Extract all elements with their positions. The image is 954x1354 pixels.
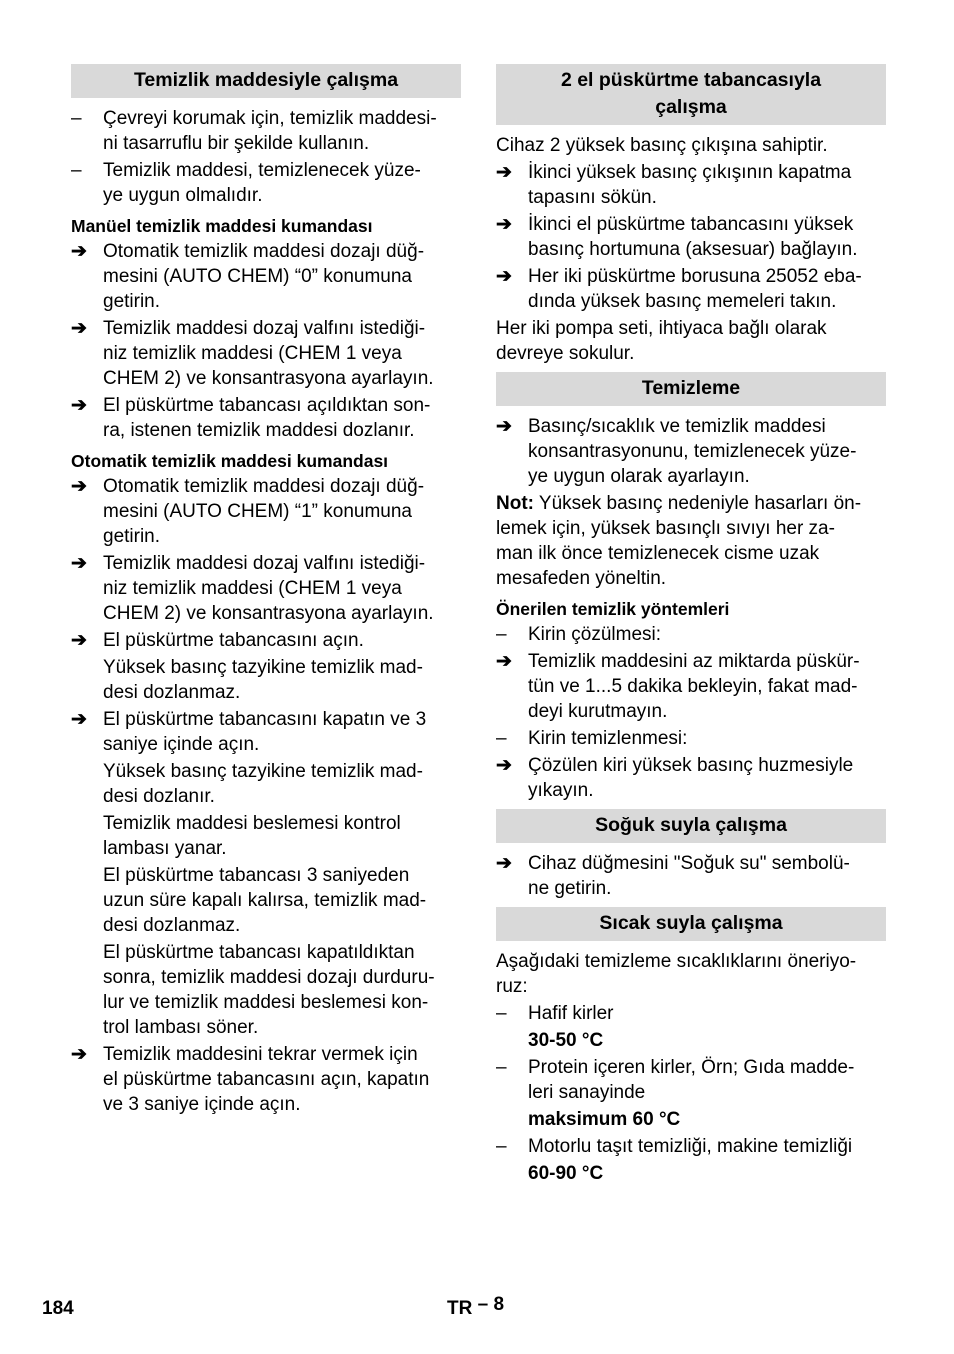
list-item-text: Temizlik maddesi, temizlenecek yüze- ye uygun olmalıdır. [103, 160, 421, 206]
list-item [496, 1001, 886, 1026]
note-paragraph [496, 491, 886, 591]
arrow-icon: ➔ [71, 241, 87, 262]
result-note: Yüksek basınç tazyikine temizlik mad- desi dozlanır. [103, 761, 423, 807]
list-item [496, 726, 886, 751]
list-item-text: Temizlik maddesi dozaj valfını istediği- niz temizlik maddesi (CHEM 1 veya CHEM 2) ve konsantrasyona ayarlayın. [103, 553, 434, 624]
result-note: El püskürtme tabancası 3 saniyeden uzun süre kapalı kalırsa, temizlik mad- desi dozlanmaz. [103, 865, 427, 936]
list-item [496, 414, 886, 489]
list-item [71, 551, 461, 626]
list-item-text: Çözülen kiri yüksek basınç huzmesiyle yıkayın. [528, 755, 854, 801]
list-item [496, 622, 886, 647]
page-number: 184 [42, 1298, 74, 1319]
list-item [496, 160, 886, 210]
list-item-text: İkinci yüksek basınç çıkışının kapatma tapasını sökün. [528, 162, 852, 208]
list-item [71, 628, 461, 653]
list-item-text: Temizlik maddesi dozaj valfını istediği- niz temizlik maddesi (CHEM 1 veya CHEM 2) ve konsantrasyona ayarlayın. [103, 318, 434, 389]
arrow-icon: ➔ [496, 416, 512, 437]
list-item-text: Kirin çözülmesi: [528, 624, 662, 645]
list-item-text: İkinci el püskürtme tabancasını yüksek basınç hortumuna (aksesuar) bağlayın. [528, 214, 858, 260]
result-note: Yüksek basınç tazyikine temizlik mad- desi dozlanmaz. [103, 657, 423, 703]
list-item [71, 393, 461, 443]
footer-separator: – [477, 1294, 489, 1315]
dash-marker: – [496, 728, 507, 749]
list-item [71, 158, 461, 208]
list-item [71, 239, 461, 314]
list-item [71, 316, 461, 391]
result-note: Temizlik maddesi beslemesi kontrol lambası yanar. [103, 813, 401, 859]
list-item-text: Cihaz düğmesini "Soğuk su" sembolü- ne getirin. [528, 853, 850, 899]
list-item-text: El püskürtme tabancası açıldıktan son- ra, istenen temizlik maddesi dozlanır. [103, 395, 431, 441]
list-item [496, 753, 886, 803]
section-heading-cold-water: Soğuk suyla çalışma [496, 809, 886, 843]
list-item-text: El püskürtme tabancasını açın. [103, 630, 364, 651]
dash-marker: – [71, 108, 82, 129]
list-item [496, 649, 886, 724]
arrow-icon: ➔ [71, 630, 87, 651]
section-heading-cleaning-agent: Temizlik maddesiyle çalışma [71, 64, 461, 98]
list-item-text: El püskürtme tabancasını kapatın ve 3 saniye içinde açın. [103, 709, 427, 755]
list-item [71, 106, 461, 156]
arrow-icon: ➔ [496, 755, 512, 776]
paragraph: Aşağıdaki temizleme sıcaklıklarını öneriyo- ruz: [496, 951, 857, 997]
arrow-icon: ➔ [71, 476, 87, 497]
arrow-icon: ➔ [496, 162, 512, 183]
dash-marker: – [71, 160, 82, 181]
subheading-automatic-control: Otomatik temizlik maddesi kumandası [71, 451, 389, 471]
result-note: El püskürtme tabancası kapatıldıktan sonra, temizlik maddesi dozajı durduru- lur ve temizlik maddesi beslemesi kon- trol lambası söner. [103, 942, 435, 1038]
arrow-icon: ➔ [71, 553, 87, 574]
arrow-icon: ➔ [71, 1044, 87, 1065]
section-heading-cleaning: Temizleme [496, 372, 886, 406]
arrow-icon: ➔ [496, 214, 512, 235]
footer-language-page [447, 1296, 504, 1322]
dash-marker: – [496, 624, 507, 645]
list-item [71, 1042, 461, 1117]
paragraph: Cihaz 2 yüksek basınç çıkışına sahiptir. [496, 135, 828, 156]
temperature-value: maksimum 60 °C [528, 1109, 681, 1130]
temperature-value: 60-90 °C [528, 1163, 604, 1184]
dash-marker: – [496, 1003, 507, 1024]
list-item [496, 264, 886, 314]
list-item [496, 1134, 886, 1159]
note-label: Not: [496, 493, 534, 514]
list-item-text: Çevreyi korumak için, temizlik maddesi- ni tasarruflu bir şekilde kullanın. [103, 108, 437, 154]
list-item-text: Motorlu taşıt temizliği, makine temizliği [528, 1136, 853, 1157]
list-item [496, 1055, 886, 1105]
list-item-text: Otomatik temizlik maddesi dozajı düğ- mesini (AUTO CHEM) “1” konumuna getirin. [103, 476, 425, 547]
footer-language: TR [447, 1298, 473, 1319]
list-item-text: Hafif kirler [528, 1003, 614, 1024]
right-column [496, 64, 886, 1188]
list-item-text: Temizlik maddesini tekrar vermek için el püskürtme tabancasını açın, kapatın ve 3 saniye içinde açın. [103, 1044, 430, 1115]
list-item [71, 707, 461, 757]
arrow-icon: ➔ [71, 709, 87, 730]
footer-section-number: 8 [493, 1294, 505, 1315]
arrow-icon: ➔ [496, 266, 512, 287]
arrow-icon: ➔ [71, 318, 87, 339]
list-item [71, 474, 461, 549]
list-item [496, 851, 886, 901]
left-column [71, 64, 461, 1119]
list-item-text: Temizlik maddesini az miktarda püskür- tün ve 1...5 dakika bekleyin, fakat mad- deyi kurutmayın. [528, 651, 860, 722]
dash-marker: – [496, 1057, 507, 1078]
list-item-text: Her iki püskürtme borusuna 25052 eba- dında yüksek basınç memeleri takın. [528, 266, 862, 312]
arrow-icon: ➔ [496, 651, 512, 672]
list-item-text: Kirin temizlenmesi: [528, 728, 688, 749]
subheading-manual-control: Manüel temizlik maddesi kumandası [71, 216, 373, 236]
list-item [496, 212, 886, 262]
arrow-icon: ➔ [496, 853, 512, 874]
section-heading-hot-water: Sıcak suyla çalışma [496, 907, 886, 941]
section-heading-two-guns: 2 el püskürtme tabancasıyla çalışma [496, 64, 886, 125]
list-item-text: Otomatik temizlik maddesi dozajı düğ- mesini (AUTO CHEM) “0” konumuna getirin. [103, 241, 425, 312]
temperature-value: 30-50 °C [528, 1030, 604, 1051]
dash-marker: – [496, 1136, 507, 1157]
arrow-icon: ➔ [71, 395, 87, 416]
list-item-text: Protein içeren kirler, Örn; Gıda madde- leri sanayinde [528, 1057, 855, 1103]
paragraph: Her iki pompa seti, ihtiyaca bağlı olarak devreye sokulur. [496, 318, 827, 364]
list-item-text: Basınç/sıcaklık ve temizlik maddesi konsantrasyonunu, temizlenecek yüze- ye uygun olarak ayarlayın. [528, 416, 857, 487]
subheading-recommended-methods: Önerilen temizlik yöntemleri [496, 599, 730, 619]
note-text: Yüksek basınç nedeniyle hasarları ön- lemek için, yüksek basınçlı sıvıyı her za- man ilk önce temizlenecek cisme uzak mesafeden yöneltin. [496, 493, 862, 589]
